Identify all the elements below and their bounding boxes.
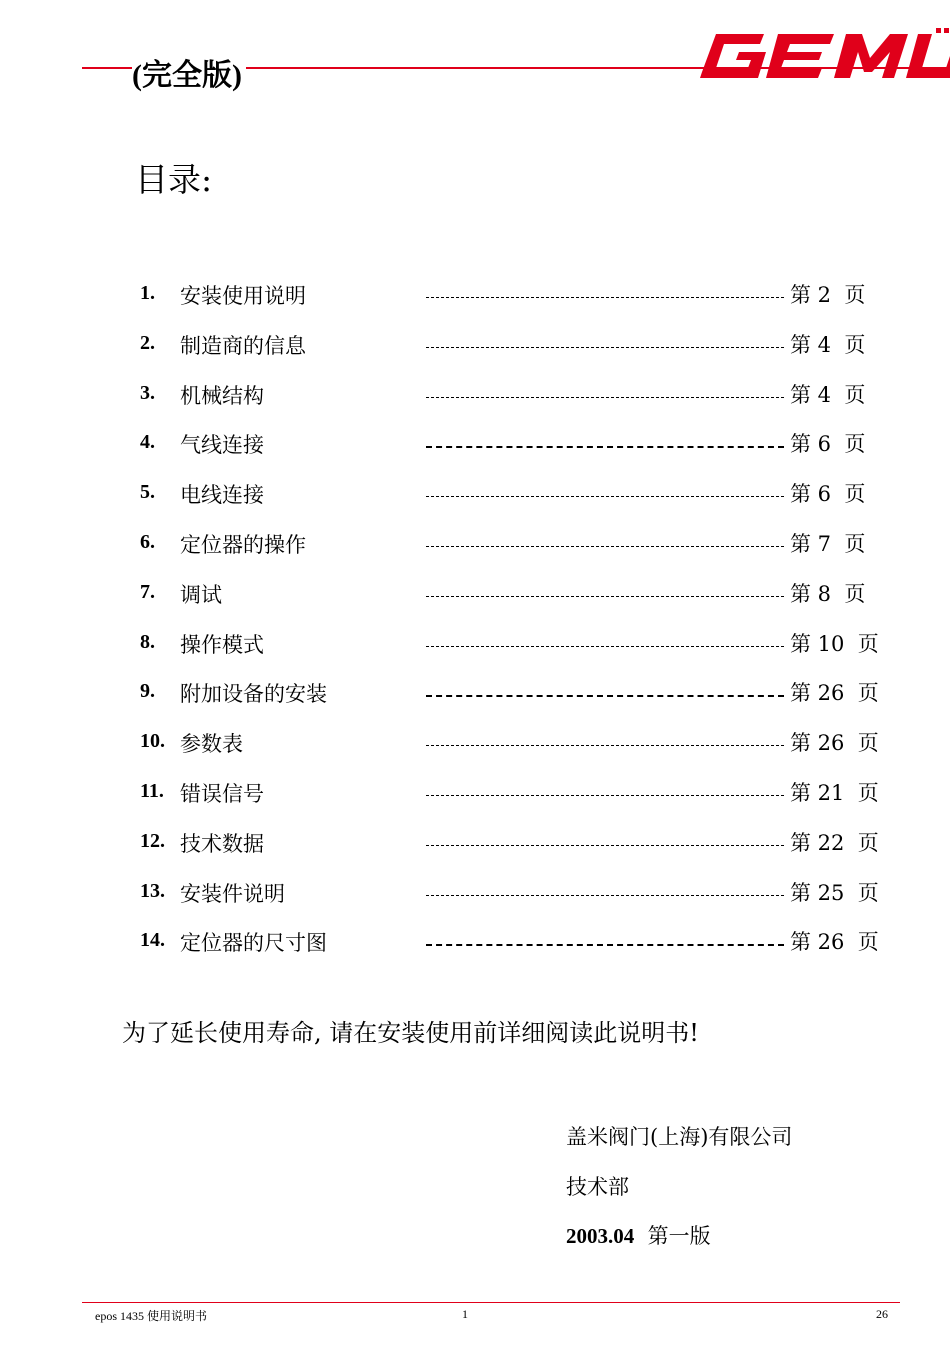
toc-item-title: 技术数据 [180,831,264,856]
toc-item-number: 1. [140,282,155,304]
toc-item-page: 第 6 页 [790,482,866,507]
toc-leader [426,845,784,846]
footer-rule [82,1302,900,1303]
toc-item-number: 3. [140,381,155,404]
toc-item-page: 第 26 页 [790,681,879,706]
toc-item-page: 第 25 页 [790,880,879,905]
toc-item-title: 电线连接 [180,483,264,508]
toc-item-title: 机械结构 [180,383,264,408]
gemu-logo [686,28,950,84]
toc-item[interactable] [0,722,950,762]
edition-line [566,1222,711,1250]
toc-item-title: 附加设备的安装 [180,682,327,707]
toc-item-number: 11. [140,780,164,802]
toc-item-page: 第 8 页 [790,581,866,606]
edition-label: 第一版 [647,1224,711,1248]
toc-item[interactable] [0,523,950,563]
toc-leader [426,596,784,597]
toc-item[interactable] [0,374,950,414]
toc-item-title: 定位器的尺寸图 [180,931,327,956]
toc-item-number: 5. [140,481,155,504]
toc-item[interactable] [0,473,950,513]
toc-item[interactable] [0,573,950,613]
toc-item-number: 13. [140,879,165,902]
toc-leader [426,347,784,348]
toc-item-page: 第 2 页 [790,283,866,307]
toc-leader [426,795,784,796]
toc-item-page: 第 10 页 [790,631,879,656]
toc-item-number: 14. [140,929,165,952]
toc-item-title: 安装件说明 [180,881,285,906]
toc-leader [426,646,784,647]
toc-item[interactable] [0,822,950,862]
toc-item-number: 8. [140,630,155,653]
toc-item-title: 参数表 [180,732,243,757]
toc-item[interactable] [0,324,950,364]
footer-doc-title: epos 1435 使用说明书 [95,1309,207,1323]
footer-page-number: 1 [462,1307,468,1321]
toc-item-number: 6. [140,531,155,553]
toc-leader [426,895,784,896]
toc-item-title: 安装使用说明 [180,284,306,308]
toc-item-page: 第 4 页 [790,332,866,357]
toc-item-number: 4. [140,431,155,454]
toc-leader [426,496,784,497]
footer-total-pages: 26 [876,1307,888,1321]
toc-item[interactable] [0,772,950,812]
toc-item[interactable] [0,623,950,663]
toc-item-page: 第 4 页 [790,382,866,407]
toc-item-page: 第 26 页 [790,731,879,756]
toc-item-title: 操作模式 [180,632,264,657]
toc-item[interactable] [0,672,950,712]
toc-item-page: 第 6 页 [790,432,866,457]
toc-item[interactable] [0,872,950,912]
toc-leader [426,297,784,298]
toc-item-number: 2. [140,331,155,354]
toc-item-title: 调试 [180,582,222,607]
toc-item[interactable] [0,921,950,961]
toc-item-title: 定位器的操作 [180,533,306,557]
toc-leader [426,446,784,448]
toc-item-page: 第 7 页 [790,532,866,556]
toc-item-page: 第 21 页 [790,781,879,805]
edition-date: 2003.04 [566,1224,635,1248]
toc-leader [426,695,784,697]
toc-leader [426,745,784,746]
toc-item[interactable] [0,274,950,314]
toc-leader [426,397,784,398]
toc-item[interactable] [0,423,950,463]
toc-item-number: 9. [140,680,155,703]
toc-heading: 目录: [135,160,213,199]
reading-note: 为了延长使用寿命, 请在安装使用前详细阅读此说明书! [122,1019,699,1047]
toc-item-title: 气线连接 [180,433,264,458]
toc-item-number: 7. [140,580,155,603]
toc-item-title: 错误信号 [180,782,264,806]
toc-item-number: 12. [140,829,165,852]
toc-leader [426,546,784,547]
toc-item-page: 第 22 页 [790,830,879,855]
toc-item-page: 第 26 页 [790,930,879,955]
department: 技术部 [566,1175,629,1199]
toc-item-number: 10. [140,730,165,753]
toc-leader [426,944,784,946]
company-name: 盖米阀门(上海)有限公司 [566,1125,793,1149]
document-subtitle: (完全版) [132,56,246,96]
toc-item-title: 制造商的信息 [180,333,306,358]
